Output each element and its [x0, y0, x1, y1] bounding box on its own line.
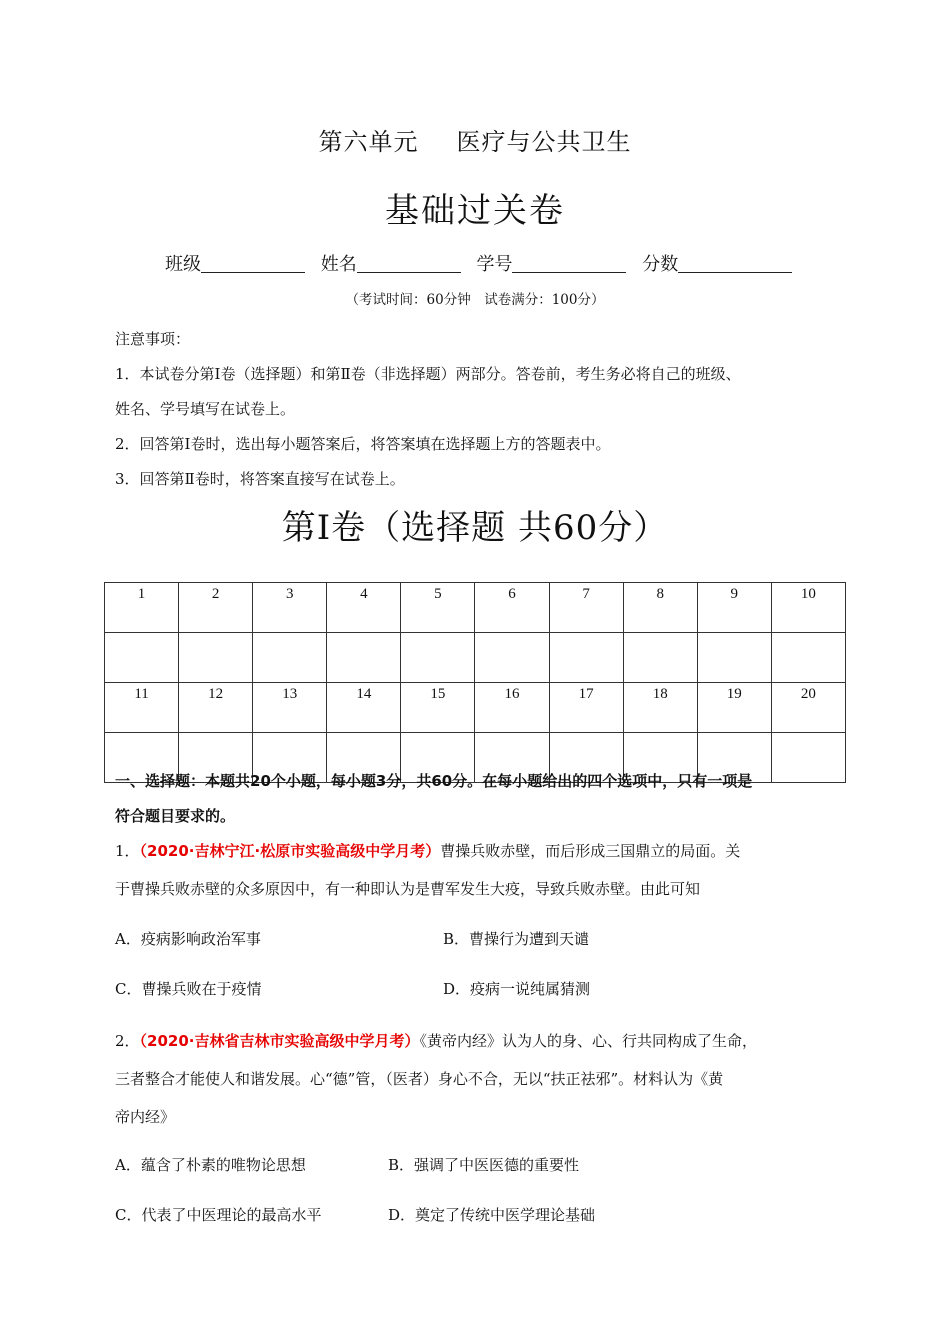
name-field[interactable]	[321, 250, 461, 276]
question-number-cell: 15	[401, 683, 475, 733]
question-number-cell: 10	[771, 583, 845, 633]
question-number-cell: 1	[105, 583, 179, 633]
score-field[interactable]	[642, 250, 792, 276]
score-label: 分数	[642, 254, 679, 275]
answer-grid-number-row	[105, 583, 846, 633]
notes-heading: 注意事项：	[115, 330, 191, 348]
question-1	[115, 832, 840, 908]
question-2-option-a[interactable]: A．蕴含了朴素的唯物论思想	[115, 1156, 306, 1174]
answer-grid-answer-row	[105, 633, 846, 683]
question-number-cell: 17	[549, 683, 623, 733]
answer-cell[interactable]	[253, 633, 327, 683]
question-number: 1．	[115, 842, 140, 860]
student-id-field[interactable]	[476, 250, 626, 276]
question-text: 三者整合才能使人和谐发展。心“德”管，（医者）身心不合，无以“扶正祛邪”。材料认为《黄	[115, 1070, 724, 1088]
question-1-option-a[interactable]: A．疫病影响政治军事	[115, 930, 261, 948]
question-2-option-b[interactable]: B．强调了中医医德的重要性	[388, 1156, 580, 1174]
question-number-cell: 5	[401, 583, 475, 633]
question-stem	[115, 832, 840, 870]
question-source: （2020·吉林宁江·松原市实验高级中学月考）	[139, 842, 441, 860]
question-number-cell: 11	[105, 683, 179, 733]
question-text: 帝内经》	[115, 1108, 176, 1126]
question-number-cell: 6	[475, 583, 549, 633]
question-number-cell: 19	[697, 683, 771, 733]
mc-instructions	[115, 764, 835, 834]
question-number-cell: 13	[253, 683, 327, 733]
student-id-label: 学号	[476, 254, 513, 275]
question-number-cell: 8	[623, 583, 697, 633]
student-info-row	[165, 250, 802, 276]
note-item: 1．本试卷分第Ⅰ卷（选择题）和第Ⅱ卷（非选择题）两部分。答卷前，考生务必将自己的班级、	[115, 365, 741, 383]
paper-title: 基础过关卷	[385, 191, 565, 231]
name-label: 姓名	[320, 254, 357, 275]
question-2	[115, 1022, 840, 1136]
class-blank[interactable]	[201, 254, 305, 273]
question-number-cell: 9	[697, 583, 771, 633]
question-source: （2020·吉林省吉林市实验高级中学月考）	[139, 1032, 420, 1050]
question-number-cell: 2	[179, 583, 253, 633]
note-item: 2．回答第Ⅰ卷时，选出每小题答案后，将答案填在选择题上方的答题表中。	[115, 435, 611, 453]
question-2-option-d[interactable]: D．奠定了传统中医学理论基础	[388, 1206, 596, 1224]
mc-instructions-line: 符合题目要求的。	[115, 807, 236, 825]
question-1-option-d[interactable]: D．疫病一说纯属猜测	[443, 980, 591, 998]
note-item: 姓名、学号填写在试卷上。	[115, 400, 296, 418]
question-1-option-c[interactable]: C．曹操兵败在于疫情	[115, 980, 262, 998]
answer-cell[interactable]	[697, 633, 771, 683]
question-number-cell: 12	[179, 683, 253, 733]
question-stem	[115, 1022, 840, 1060]
answer-cell[interactable]	[179, 633, 253, 683]
question-text: 《黄帝内经》认为人的身、心、行共同构成了生命，	[419, 1032, 758, 1050]
unit-topic: 医疗与公共卫生	[456, 128, 632, 156]
answer-cell[interactable]	[105, 633, 179, 683]
question-number-cell: 4	[327, 583, 401, 633]
answer-cell[interactable]	[549, 633, 623, 683]
class-label: 班级	[165, 254, 201, 275]
question-number-cell: 7	[549, 583, 623, 633]
question-text: 于曹操兵败赤壁的众多原因中，有一种即认为是曹军发生大疫，导致兵败赤壁。由此可知	[115, 880, 701, 898]
exam-meta: （考试时间：60分钟 试卷满分：100分）	[345, 292, 605, 308]
answer-cell[interactable]	[771, 633, 845, 683]
answer-cell[interactable]	[401, 633, 475, 683]
question-number-cell: 18	[623, 683, 697, 733]
notes-section	[115, 322, 835, 497]
question-number-cell: 16	[475, 683, 549, 733]
note-item: 3．回答第Ⅱ卷时，将答案直接写在试卷上。	[115, 470, 405, 488]
answer-grid	[104, 582, 846, 783]
section-title: 第Ⅰ卷（选择题 共60分）	[281, 508, 669, 548]
question-1-option-b[interactable]: B．曹操行为遭到天谴	[443, 930, 590, 948]
question-number-cell: 20	[771, 683, 845, 733]
student-id-blank[interactable]	[512, 254, 626, 273]
answer-cell[interactable]	[327, 633, 401, 683]
unit-title	[0, 122, 950, 157]
mc-instructions-line: 一、选择题：本题共20个小题，每小题3分，共60分。在每小题给出的四个选项中，只有一项是	[115, 772, 753, 790]
name-blank[interactable]	[357, 254, 461, 273]
question-text: 曹操兵败赤壁，而后形成三国鼎立的局面。关	[440, 842, 741, 860]
score-blank[interactable]	[678, 254, 792, 273]
question-number-cell: 3	[253, 583, 327, 633]
answer-grid-number-row	[105, 683, 846, 733]
unit-label: 第六单元	[318, 128, 419, 156]
question-number: 2．	[115, 1032, 140, 1050]
answer-cell[interactable]	[475, 633, 549, 683]
answer-cell[interactable]	[623, 633, 697, 683]
question-2-option-c[interactable]: C．代表了中医理论的最高水平	[115, 1206, 322, 1224]
class-field[interactable]	[165, 250, 305, 276]
question-number-cell: 14	[327, 683, 401, 733]
